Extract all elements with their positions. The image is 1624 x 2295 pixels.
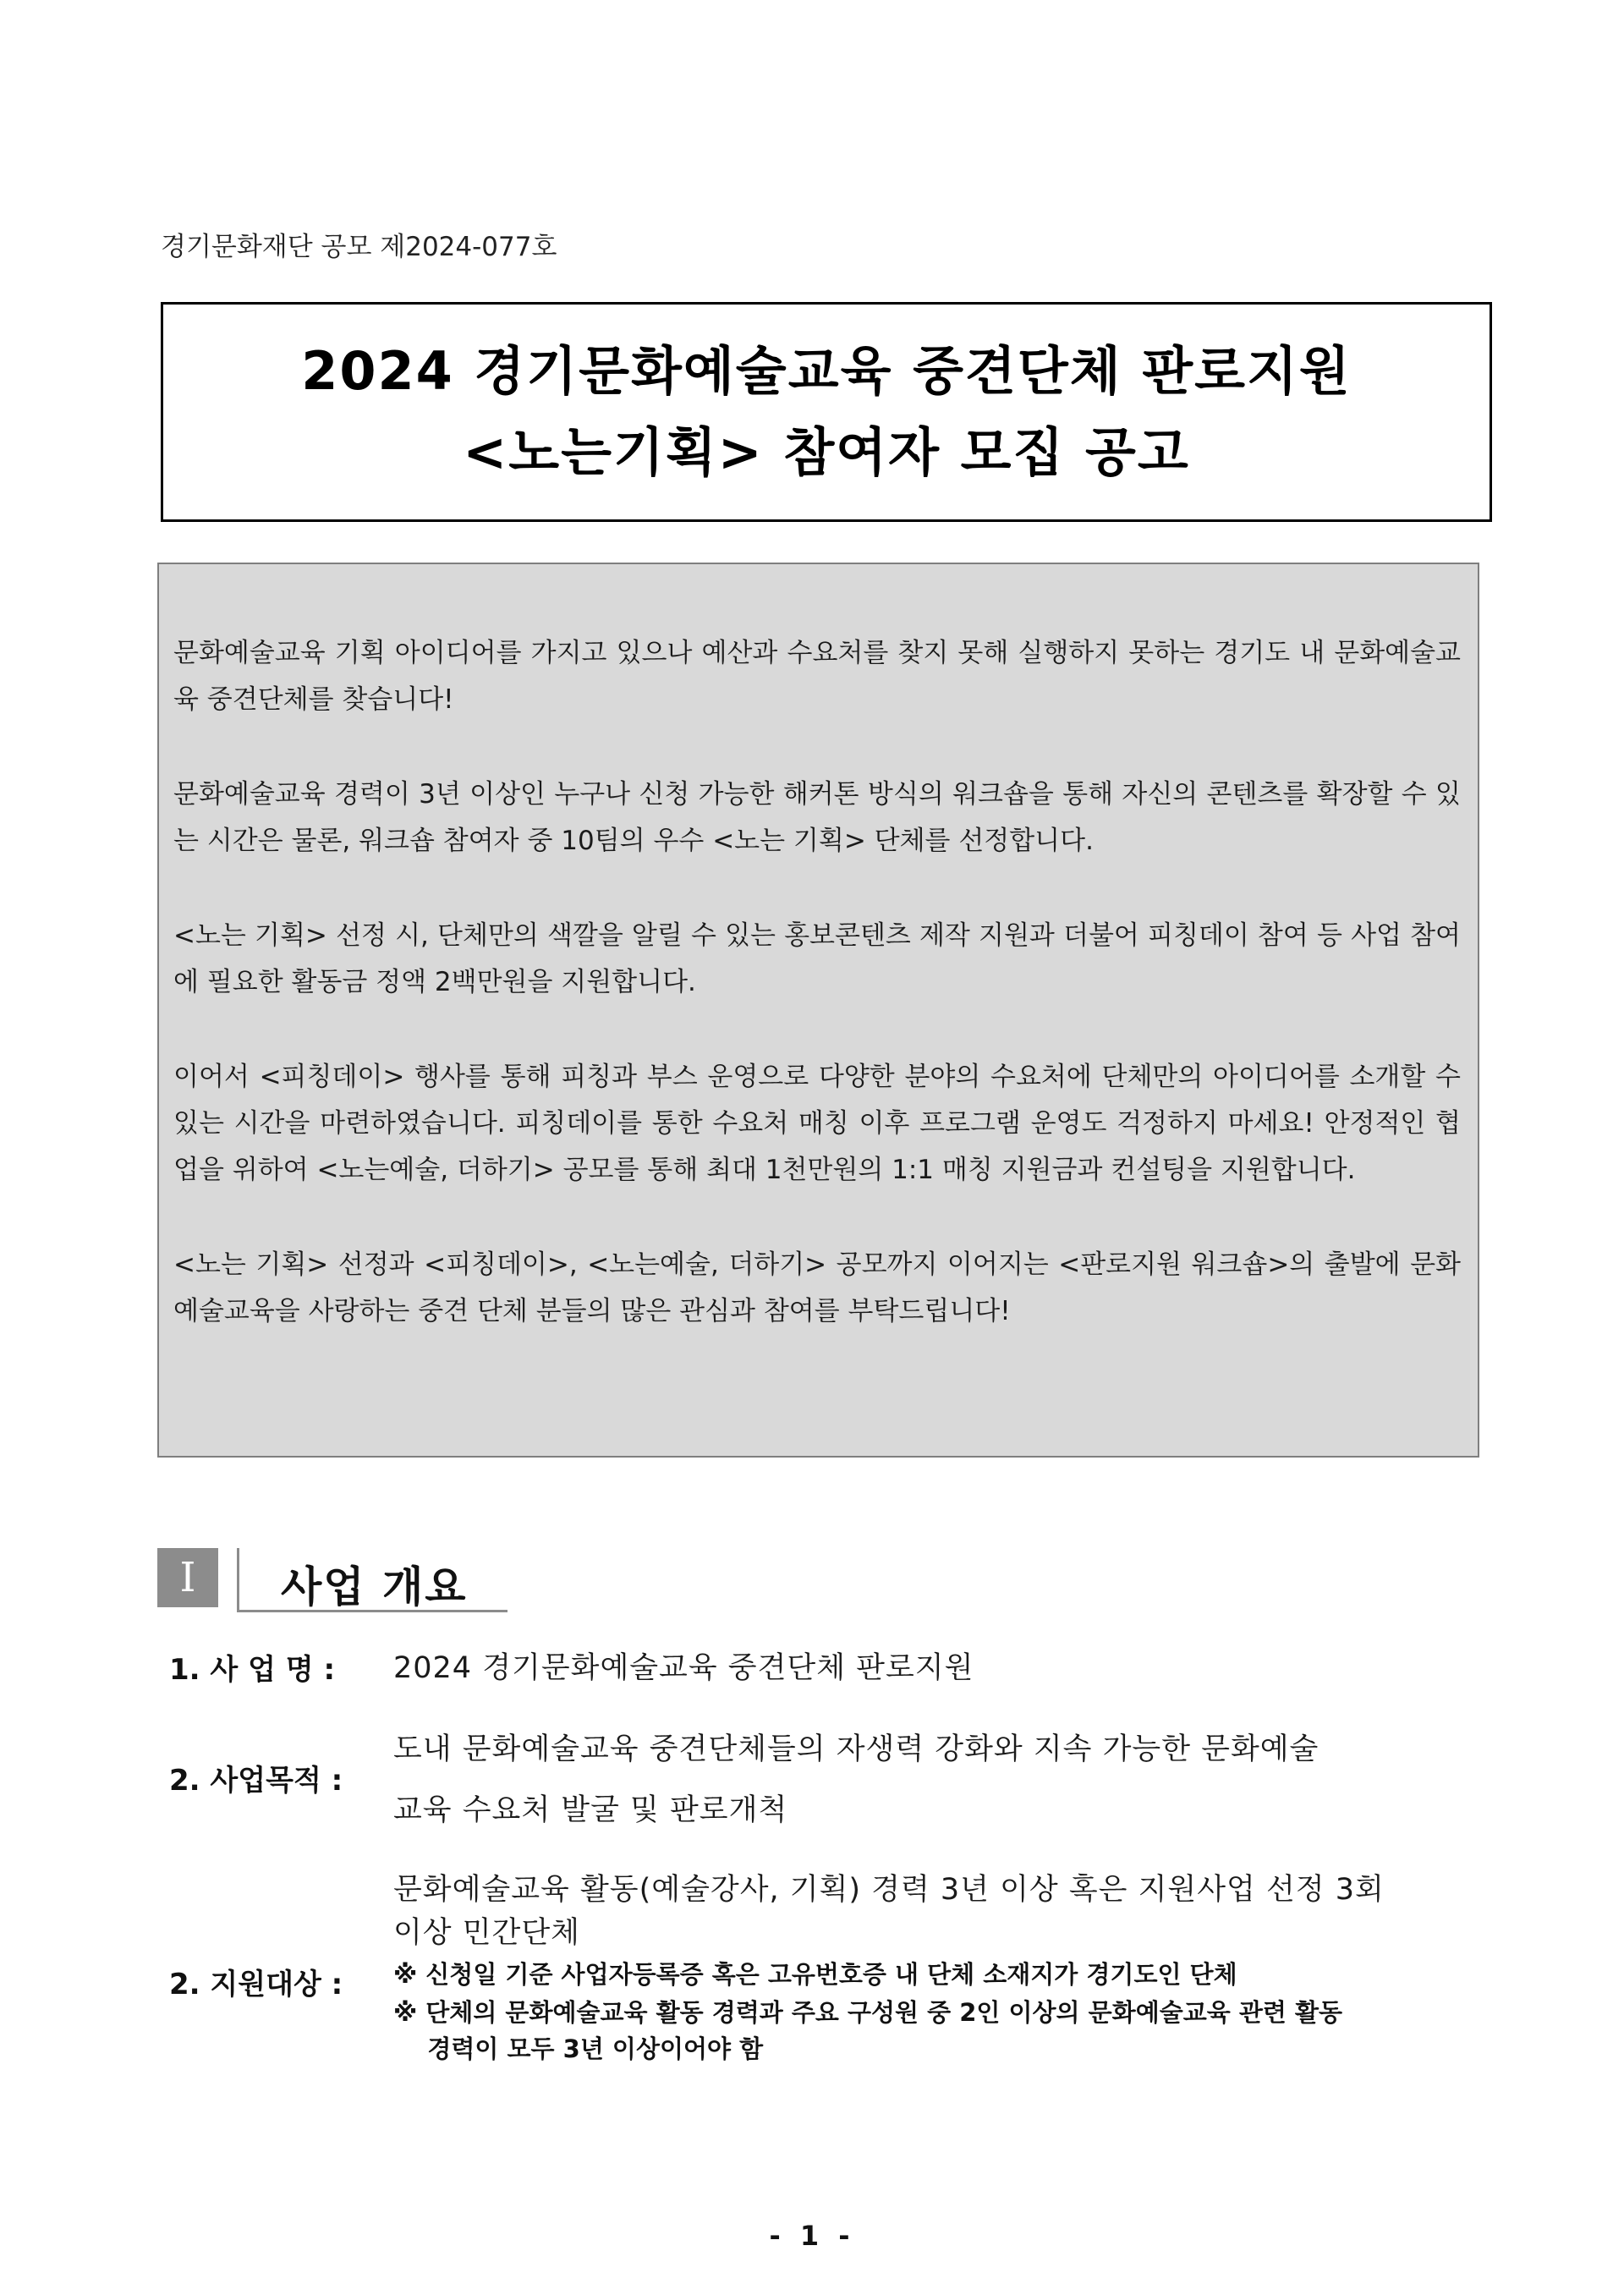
intro-box: [157, 563, 1479, 1458]
item-value-purpose-line2: 교육 수요처 발굴 및 판로개척: [393, 1793, 788, 1827]
intro-paragraph: <노는 기획> 선정과 <피칭데이>, <노는예술, 더하기> 공모까지 이어지는 <판로지원 워크숍>의 출발에 문화예술교육을 사랑하는 중견 단체 분들의 많은 관심과 참여를 부탁드립니다!: [173, 1249, 1461, 1326]
intro-paragraph: 이어서 <피칭데이> 행사를 통해 피칭과 부스 운영으로 다양한 분야의 수요처에 단체만의 아이디어를 소개할 수 있는 시간을 마련하였습니다. 피칭데이를 통한 수요처 매칭 이후 프로그램 운영도 걱정하지 마세요! 안정적인 협업을 위하여 <노는예술, 더하기> 공모를 통해 최대 1천만원의 1:1 매칭 지원금과 컨설팅을 지원합니다.: [173, 1062, 1461, 1185]
item-label-purpose: 2. 사업목적 :: [169, 1764, 343, 1798]
section-number-badge: Ⅰ: [157, 1548, 218, 1607]
intro-paragraph: 문화예술교육 기획 아이디어를 가지고 있으나 예산과 수요처를 찾지 못해 실행하지 못하는 경기도 내 문화예술교육 중견단체를 찾습니다!: [173, 638, 1461, 715]
item-value-purpose-line1: 도내 문화예술교육 중견단체들의 자생력 강화와 지속 가능한 문화예술: [393, 1732, 1320, 1766]
intro-paragraph: 문화예술교육 경력이 3년 이상인 누구나 신청 가능한 해커톤 방식의 워크숍을 통해 자신의 콘텐츠를 확장할 수 있는 시간은 물론, 워크숍 참여자 중 10팀의 우수 <노는 기획> 단체를 선정합니다.: [173, 779, 1461, 856]
section-title: 사업 개요: [281, 1562, 468, 1611]
item-value-target-line1: 문화예술교육 활동(예술강사, 기획) 경력 3년 이상 혹은 지원사업 선정 3회: [393, 1873, 1385, 1907]
page-title-line2: <노는기획> 참여자 모집 공고: [463, 421, 1190, 483]
page-number: - 1 -: [769, 2220, 855, 2252]
item-note: 경력이 모두 3년 이상이어야 함: [393, 2034, 764, 2063]
item-label-business-name: 1. 사 업 명 :: [169, 1653, 336, 1687]
item-note: ※ 신청일 기준 사업자등록증 혹은 고유번호증 내 단체 소재지가 경기도인 단체: [393, 1960, 1237, 1989]
title-box: [161, 302, 1492, 522]
intro-paragraph: <노는 기획> 선정 시, 단체만의 색깔을 알릴 수 있는 홍보콘텐츠 제작 지원과 더불어 피칭데이 참여 등 사업 참여에 필요한 활동금 정액 2백만원을 지원합니다.: [173, 920, 1461, 997]
page-title-line1: 2024 경기문화예술교육 중견단체 판로지원: [301, 340, 1352, 402]
section-heading: [157, 1548, 513, 1612]
item-value-target-line2: 이상 민간단체: [393, 1916, 580, 1950]
item-label-target: 2. 지원대상 :: [169, 1968, 343, 2001]
document-number: 경기문화재단 공모 제2024-077호: [161, 232, 557, 262]
item-value-business-name: 2024 경기문화예술교육 중견단체 판로지원: [393, 1651, 974, 1685]
item-note: ※ 단체의 문화예술교육 활동 경력과 주요 구성원 중 2인 이상의 문화예술교육 관련 활동: [393, 1998, 1343, 2027]
section-divider: [237, 1548, 239, 1612]
